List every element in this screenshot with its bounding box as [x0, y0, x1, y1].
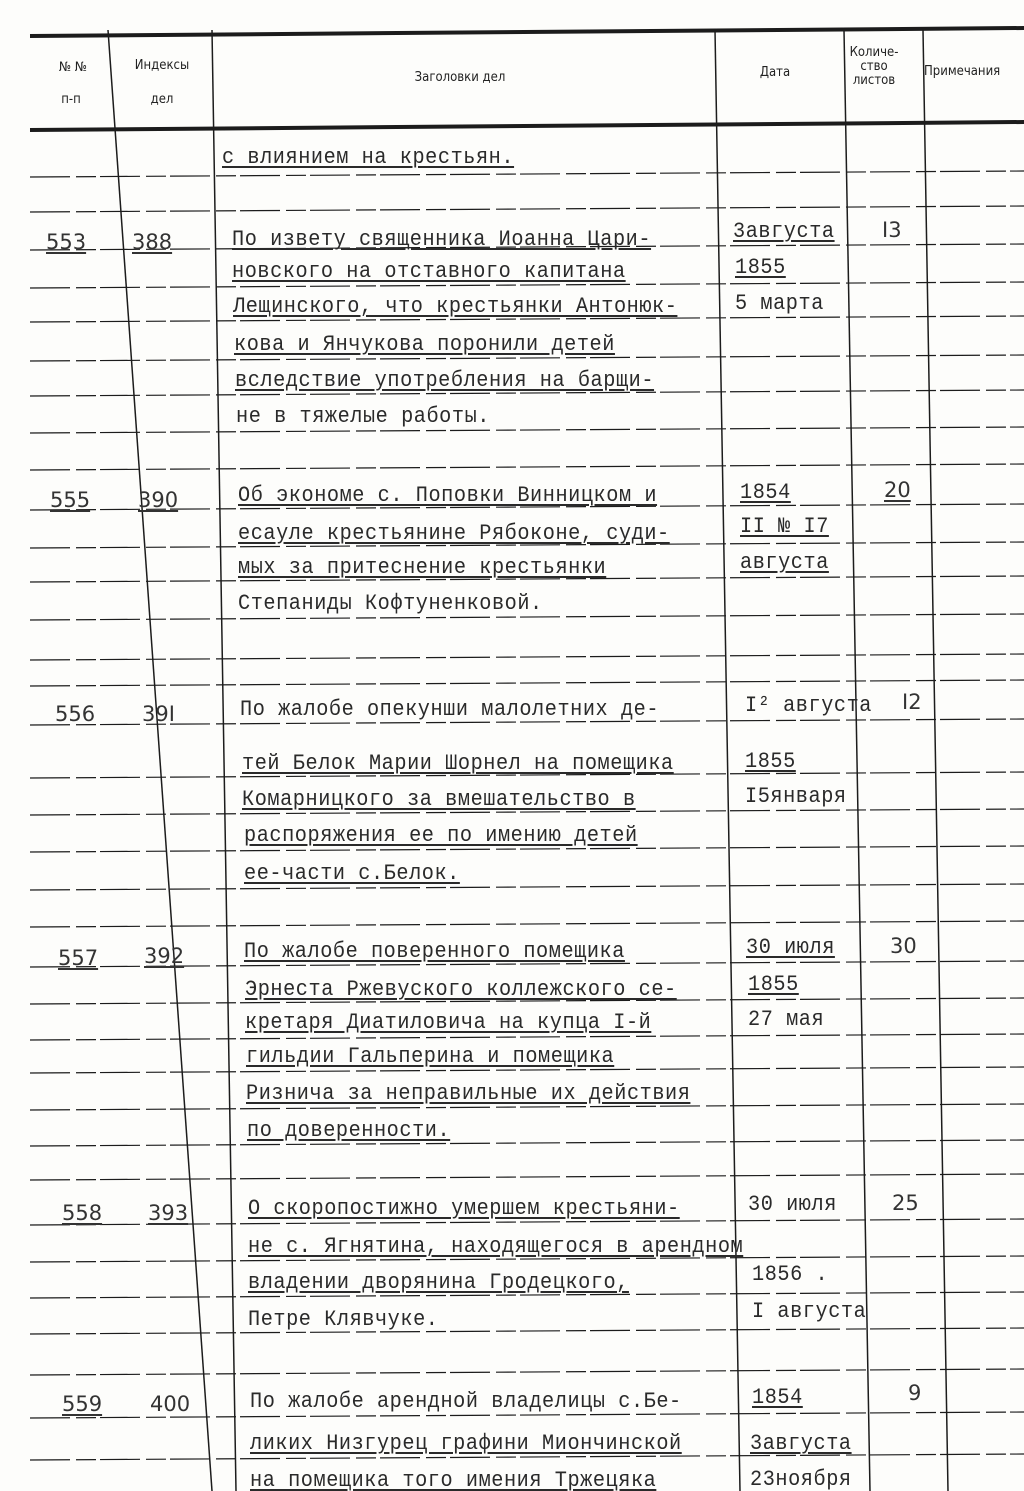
record-date-line: 1854 — [740, 480, 791, 505]
record-title-line: по доверенности. — [247, 1118, 451, 1143]
row-rule — [30, 1369, 1024, 1375]
record-title-line: Эрнеста Ржевуского коллежского се- — [245, 977, 677, 1002]
record-num: 555 — [50, 488, 91, 512]
record-date-line: 1855 — [735, 255, 786, 280]
header-index-sub: дел — [150, 92, 174, 107]
record-title-line: есауле крестьянине Рябоконе, суди- — [238, 521, 670, 546]
record-title-line: Лещинского, что крестьянки Антонюк- — [233, 294, 678, 319]
column-rule — [923, 30, 948, 1491]
record-date-line: II № I7 — [740, 514, 829, 539]
record-date-line: 30 июля — [748, 1192, 837, 1217]
record-title-line: Петре Клявчуке. — [248, 1307, 439, 1332]
record-title-line: ликих Низгурец графини Миончинской — [250, 1431, 682, 1456]
row-rule — [30, 206, 1024, 212]
record-index: 400 — [150, 1392, 191, 1416]
header-notes: Примечания — [924, 64, 1001, 79]
record-title-line: ее-части с.Белок. — [244, 861, 460, 886]
record-title-line: По жалобе арендной владелицы с.Бе- — [250, 1389, 682, 1414]
record-date-line: 23ноября — [750, 1467, 852, 1491]
record-title-line: не с. Ягнятина, находящегося в арендном — [248, 1234, 744, 1259]
header-date: Дата — [759, 65, 791, 80]
record-num: 558 — [62, 1201, 103, 1225]
record-date-line: 3августа — [733, 219, 835, 244]
row-rule — [30, 884, 1024, 890]
record-date-line: 3августа — [750, 1431, 852, 1456]
record-title-line: не в тяжелые работы. — [236, 404, 490, 429]
record-num: 557 — [58, 946, 99, 970]
record-title-line: кретаря Диатиловича на купца I-й — [245, 1010, 652, 1035]
record-sheet-count: 30 — [890, 934, 917, 958]
header-bottom-rule — [30, 122, 1024, 130]
record-title-line: Комарницкого за вмешательство в — [242, 787, 636, 812]
record-title-line: тей Белок Марии Шорнел на помещика — [242, 751, 674, 776]
record-title-line: на помещика того имения Тржецяка — [250, 1468, 657, 1491]
record-title-line: вследствие употребления на барщи- — [235, 368, 655, 393]
row-rule — [30, 1174, 1024, 1180]
header-title: Заголовки дел — [414, 70, 506, 85]
record-date-line: I² августа — [745, 693, 872, 718]
record-date-line: августа — [740, 550, 829, 575]
record-title-line: Степаниды Кофтуненковой. — [238, 591, 543, 616]
record-date-line: 1856 . — [752, 1262, 829, 1287]
record-date-line: 1855 — [748, 972, 799, 997]
column-rule — [715, 30, 740, 1491]
header-top-rule — [30, 28, 1024, 36]
header-num: № № — [58, 60, 88, 75]
record-title-line: владении дворянина Гродецкого, — [248, 1270, 629, 1295]
row-rule — [30, 921, 1024, 927]
record-title-line: Ризнича за неправильные их действия — [246, 1081, 691, 1106]
record-title-line: новского на отставного капитана — [232, 259, 626, 284]
header-count-line2: ство — [860, 59, 888, 74]
header-num-sub: п-п — [61, 92, 81, 107]
record-sheet-count: I2 — [902, 690, 922, 714]
record-sheet-count: I3 — [882, 218, 902, 242]
record-title-line: О скоропостижно умершем крестьяни- — [248, 1196, 680, 1221]
record-index: 393 — [148, 1201, 189, 1225]
record-title-line: Об экономе с. Поповки Винницком и — [238, 483, 658, 508]
record-date-line: 5 марта — [735, 291, 824, 316]
row-rule — [30, 1140, 1024, 1146]
record-index: 39I — [142, 702, 175, 726]
record-sheet-count: 25 — [892, 1191, 919, 1215]
record-title-line: гильдии Гальперина и помещика — [246, 1044, 615, 1069]
record-index: 392 — [144, 944, 185, 968]
record-date-line: I5января — [745, 784, 847, 809]
header-count — [842, 46, 906, 88]
row-rule — [30, 171, 1024, 177]
row-rule — [30, 680, 1024, 686]
record-date-line: 30 июля — [746, 935, 835, 960]
record-num: 559 — [62, 1392, 103, 1416]
record-sheet-count: 9 — [908, 1381, 922, 1405]
record-title-line: мых за притеснение крестьянки — [238, 555, 607, 580]
header-count-line1: Количе- — [849, 45, 899, 60]
continuation-text: с влиянием на крестьян. — [222, 145, 515, 170]
header-index: Индексы — [134, 58, 190, 73]
record-title-line: распоряжения ее по имению детей — [244, 823, 638, 848]
record-title-line: По жалобе поверенного помещика — [244, 939, 625, 964]
row-rule — [30, 654, 1024, 660]
record-title-line: кова и Янчукова поронили детей — [234, 332, 615, 357]
column-rule — [844, 30, 870, 1491]
row-rule — [30, 427, 1024, 433]
row-rule — [30, 464, 1024, 470]
record-date-line: 1855 — [745, 749, 796, 774]
record-date-line: 27 мая — [748, 1007, 825, 1032]
record-index: 388 — [132, 230, 173, 254]
record-date-line: 1854 — [752, 1385, 803, 1410]
record-index: 390 — [138, 488, 179, 512]
record-num: 556 — [55, 702, 96, 726]
record-sheet-count: 20 — [884, 478, 911, 502]
record-title-line: По извету священника Иоанна Цари- — [232, 227, 652, 252]
record-title-line: По жалобе опекунши малолетних де- — [240, 697, 660, 722]
record-date-line: I августа — [752, 1299, 867, 1324]
row-rule — [30, 1328, 1024, 1334]
header-count-line3: листов — [852, 73, 896, 88]
record-num: 553 — [46, 230, 87, 254]
